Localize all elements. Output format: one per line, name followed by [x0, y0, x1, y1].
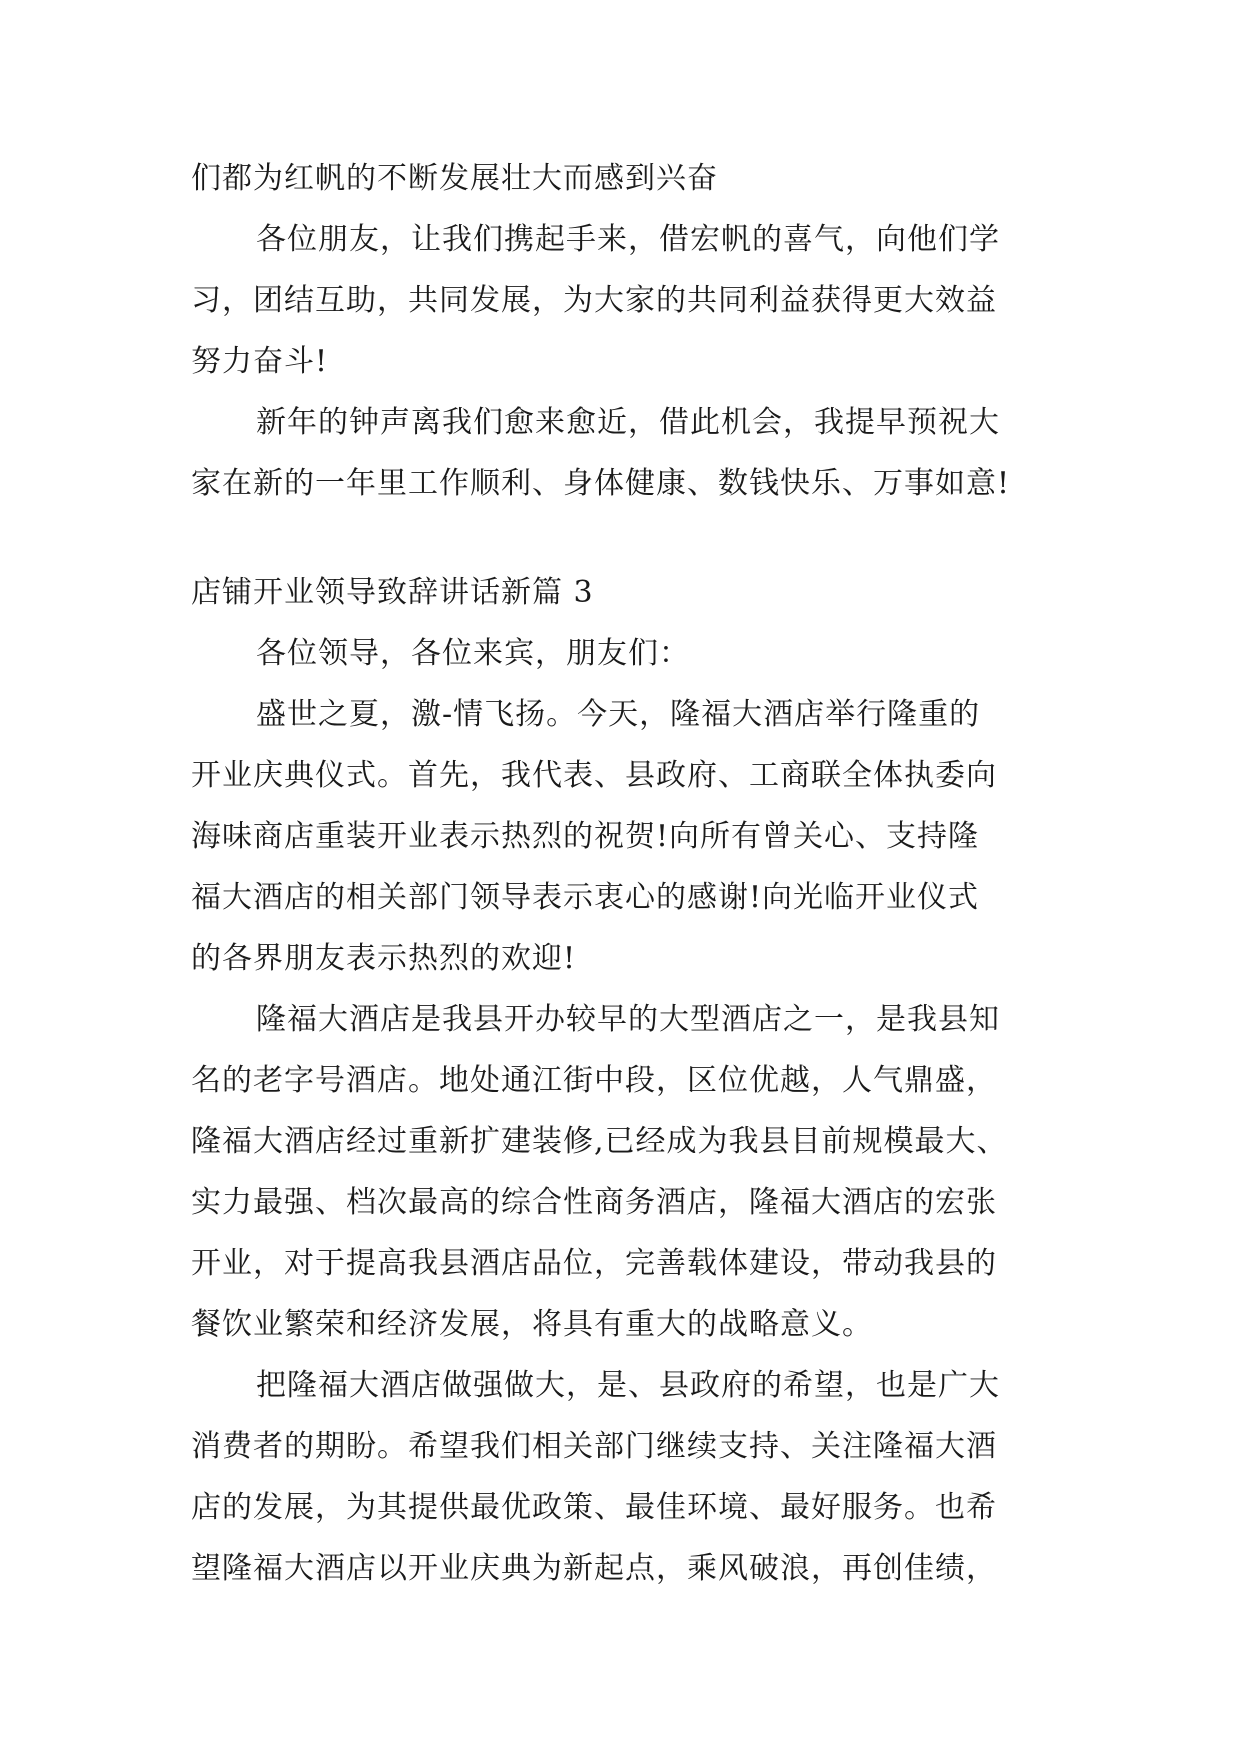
paragraph-line: 名的老字号酒店。地处通江街中段，区位优越，人气鼎盛，	[191, 1063, 997, 1098]
paragraph-line: 开业，对于提高我县酒店品位，完善载体建设，带动我县的	[191, 1246, 997, 1281]
paragraph-line: 消费者的期盼。希望我们相关部门继续支持、关注隆福大酒	[191, 1429, 997, 1464]
paragraph-line: 开业庆典仪式。首先，我代表、县政府、工商联全体执委向	[191, 758, 997, 793]
paragraph-line: 努力奋斗!	[191, 344, 329, 379]
paragraph-line: 店的发展，为其提供最优政策、最佳环境、最好服务。也希	[191, 1490, 997, 1525]
paragraph-line: 隆福大酒店是我县开办较早的大型酒店之一，是我县知	[256, 1002, 1000, 1037]
section-heading: 店铺开业领导致辞讲话新篇 3	[191, 575, 594, 610]
paragraph-line: 新年的钟声离我们愈来愈近，借此机会，我提早预祝大	[256, 405, 1000, 440]
paragraph-line: 把隆福大酒店做强做大，是、县政府的希望，也是广大	[256, 1368, 1000, 1403]
paragraph-line: 家在新的一年里工作顺利、身体健康、数钱快乐、万事如意!	[191, 466, 1011, 501]
paragraph-line: 海味商店重装开业表示热烈的祝贺!向所有曾关心、支持隆	[191, 819, 980, 854]
paragraph-line: 隆福大酒店经过重新扩建装修,已经成为我县目前规模最大、	[191, 1124, 1008, 1159]
paragraph-line: 们都为红帆的不断发展壮大而感到兴奋	[191, 161, 718, 196]
paragraph-line: 实力最强、档次最高的综合性商务酒店，隆福大酒店的宏张	[191, 1185, 997, 1220]
paragraph-line: 盛世之夏，激-情飞扬。今天，隆福大酒店举行隆重的	[256, 697, 981, 732]
paragraph-line: 福大酒店的相关部门领导表示衷心的感谢!向光临开业仪式	[191, 880, 980, 915]
paragraph-line: 望隆福大酒店以开业庆典为新起点，乘风破浪，再创佳绩，	[191, 1551, 997, 1586]
paragraph-line: 餐饮业繁荣和经济发展，将具有重大的战略意义。	[191, 1307, 873, 1342]
paragraph-line: 的各界朋友表示热烈的欢迎!	[191, 941, 577, 976]
paragraph-line: 各位朋友，让我们携起手来，借宏帆的喜气，向他们学	[256, 222, 1000, 257]
paragraph-line: 习，团结互助，共同发展，为大家的共同利益获得更大效益	[191, 283, 997, 318]
paragraph-line: 各位领导，各位来宾，朋友们：	[256, 636, 690, 671]
